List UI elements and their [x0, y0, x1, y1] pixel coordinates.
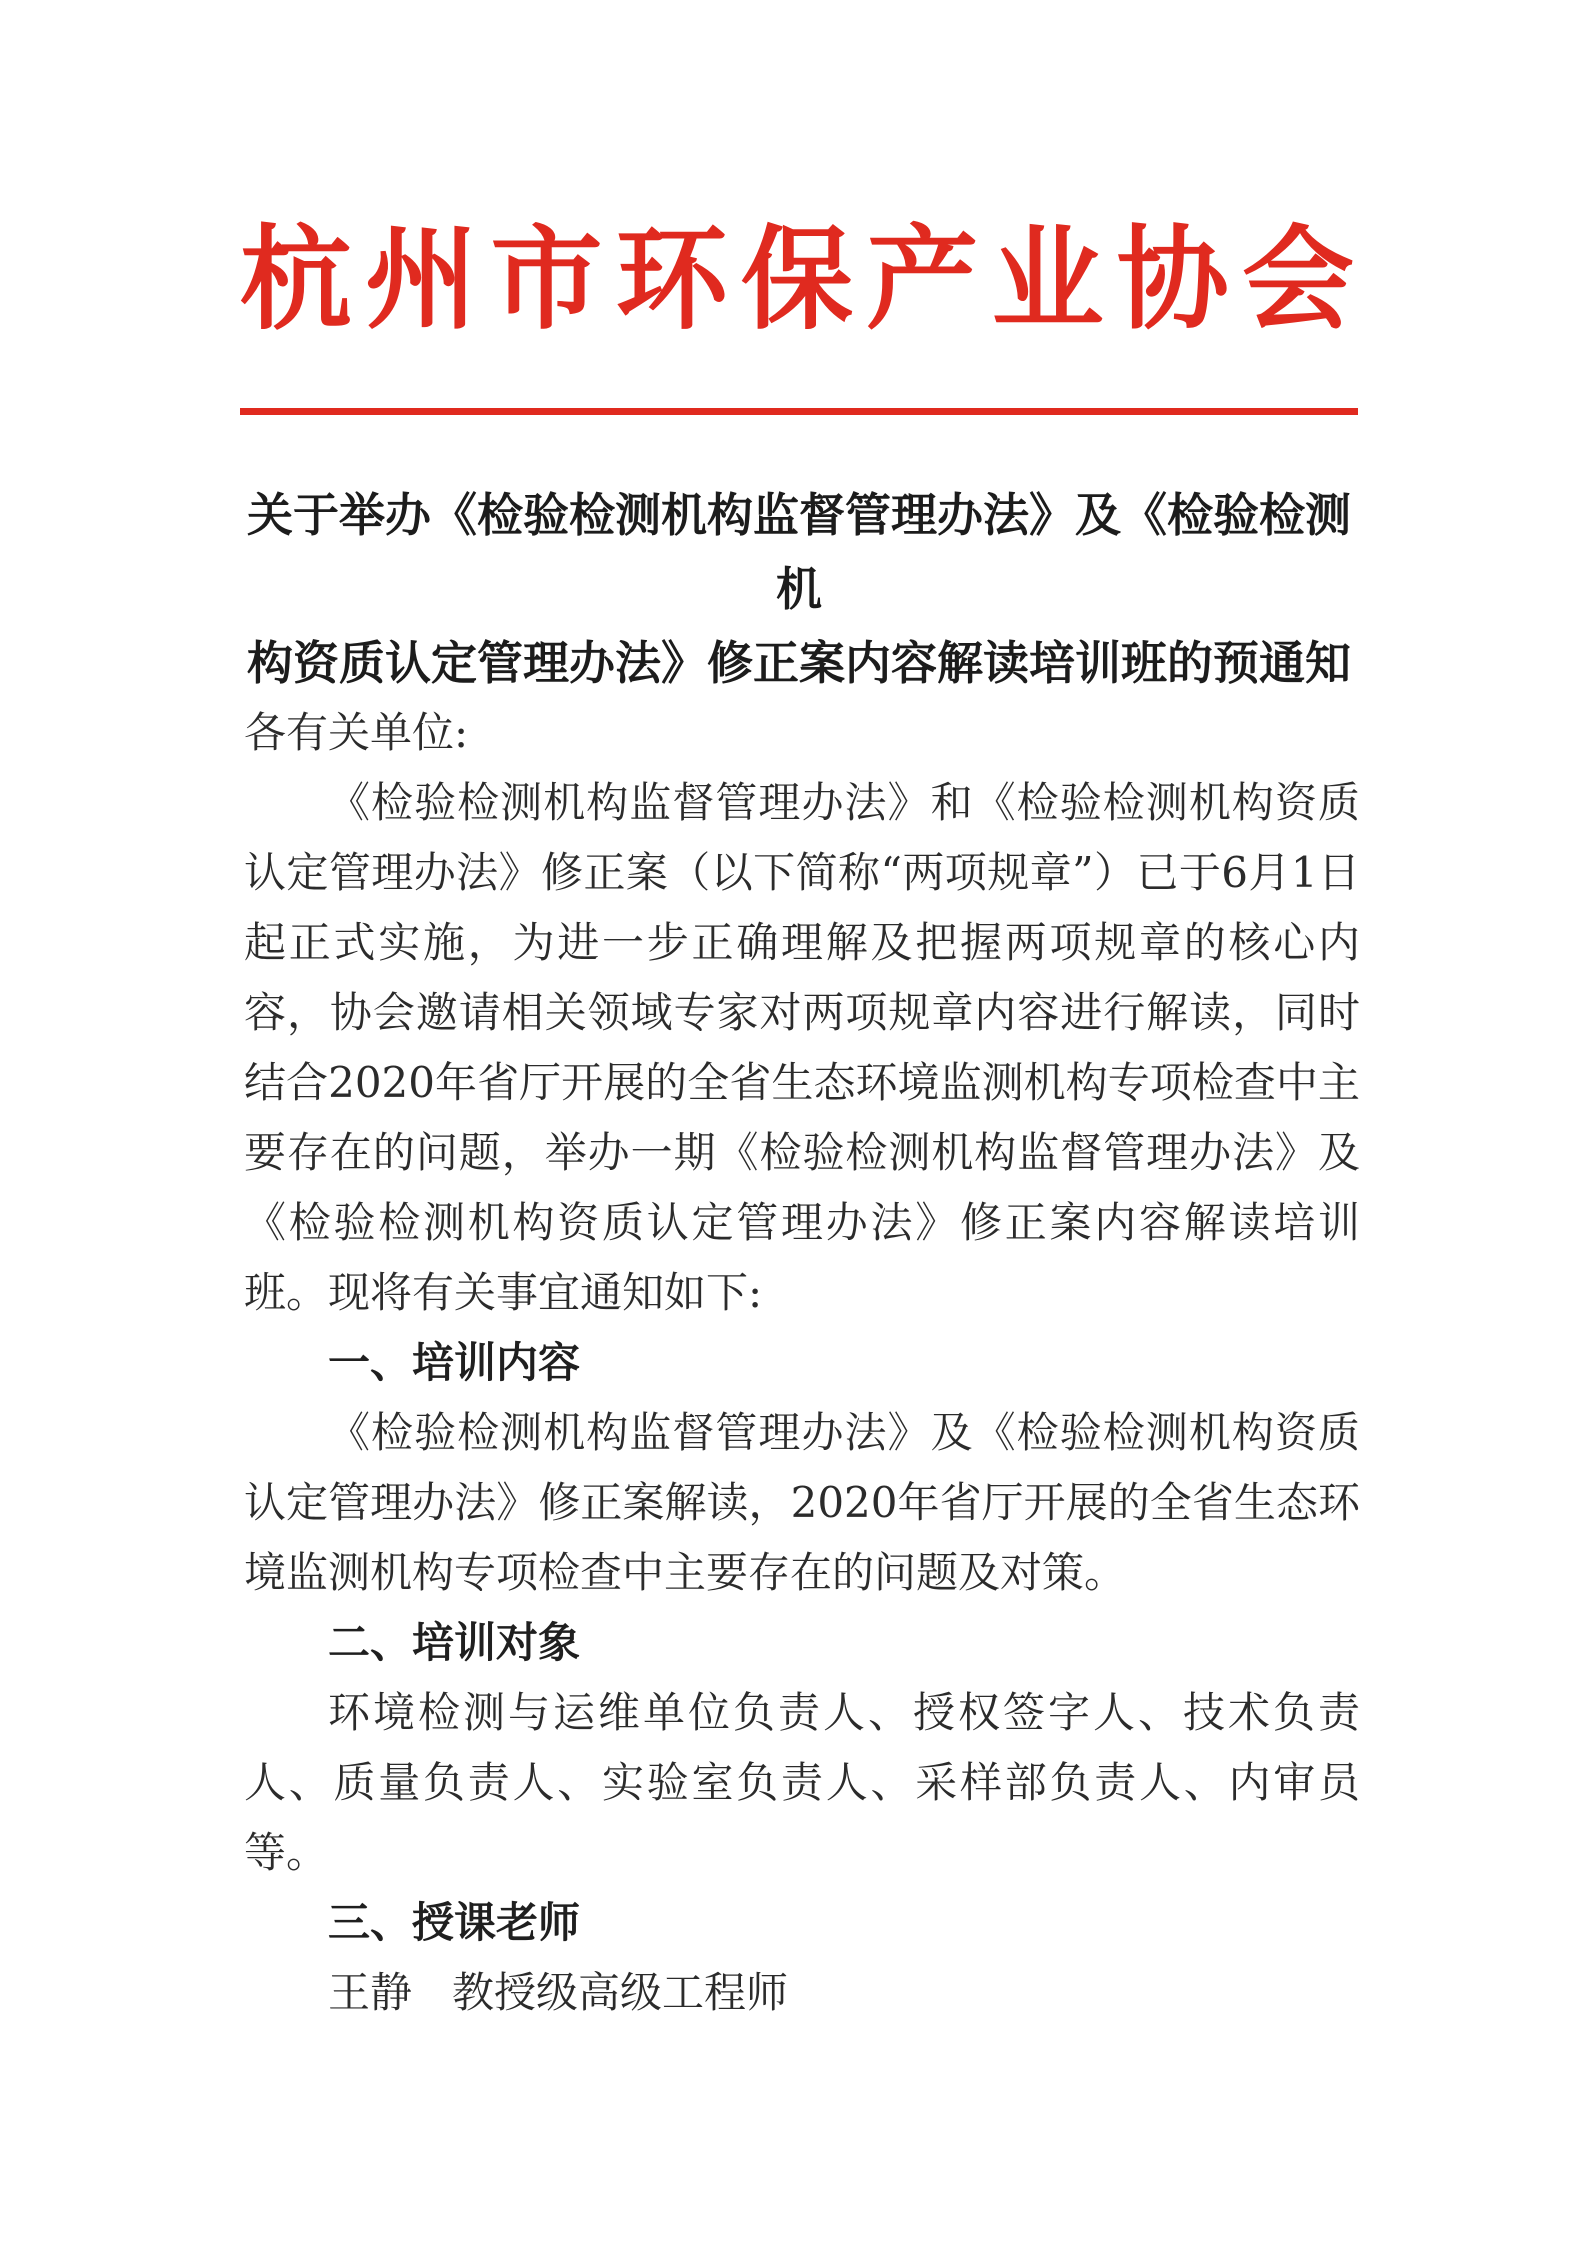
lecturer-title: 教授级高级工程师: [452, 1968, 789, 2017]
lecturer-name: 王静: [328, 1968, 413, 2017]
section-body-training-audience: 环境检测与运维单位负责人、授权签字人、技术负责人、质量负责人、实验室负责人、采样部负责人、内审员等。: [244, 1688, 1360, 1877]
section-heading-lecturer: 三、授课老师: [328, 1898, 581, 1947]
title-line-1: 关于举办《检验检测机构监督管理办法》及《检验检测机: [247, 488, 1351, 616]
intro-paragraph: 《检验检测机构监督管理办法》和《检验检测机构资质认定管理办法》修正案（以下简称“两项规章”）已于6月1日起正式实施，为进一步正确理解及把握两项规章的核心内容，协会邀请相关领域专家对两项规章内容进行解读，同时结合2020年省厅开展的全省生态环境监测机构专项检查中主要存在的问题，举办一期《检验检测机构监督管理办法》及《检验检测机构资质认定管理办法》修正案内容解读培训班。现将有关事宜通知如下:: [244, 778, 1360, 1317]
section-heading-training-content: 一、培训内容: [328, 1338, 581, 1387]
document-body: [244, 698, 1360, 2028]
section-heading-training-audience: 二、培训对象: [328, 1618, 581, 1667]
section-body-training-content: 《检验检测机构监督管理办法》及《检验检测机构资质认定管理办法》修正案解读，2020年省厅开展的全省生态环境监测机构专项检查中主要存在的问题及对策。: [244, 1408, 1360, 1597]
organization-masthead: 杭州市环保产业协会: [240, 215, 1360, 345]
salutation: 各有关单位:: [244, 708, 469, 757]
document-title: [240, 478, 1358, 700]
title-line-2: 构资质认定管理办法》修正案内容解读培训班的预通知: [247, 636, 1351, 690]
red-divider-line: [240, 408, 1358, 415]
lecturer-line: [244, 1958, 1360, 2028]
